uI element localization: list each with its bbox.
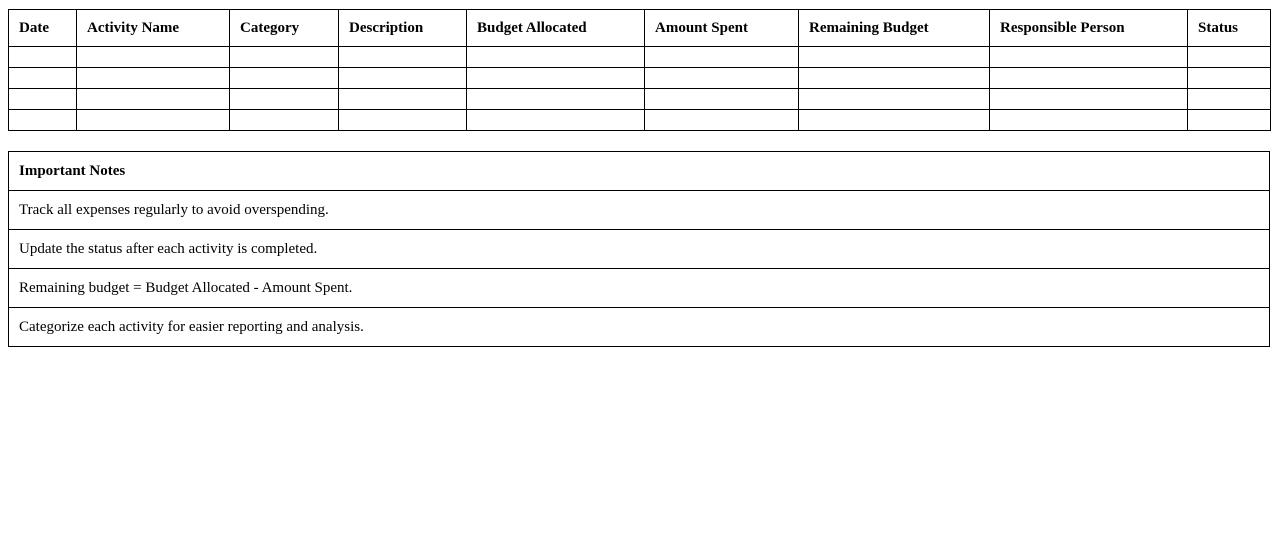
table-cell[interactable] bbox=[799, 47, 990, 68]
column-header-status: Status bbox=[1188, 10, 1271, 47]
table-cell[interactable] bbox=[230, 68, 339, 89]
notes-heading: Important Notes bbox=[9, 152, 1270, 191]
important-notes-table bbox=[8, 151, 1270, 347]
table-cell[interactable] bbox=[1188, 68, 1271, 89]
notes-heading-row bbox=[9, 152, 1270, 191]
column-header-date: Date bbox=[9, 10, 77, 47]
table-cell[interactable] bbox=[467, 68, 645, 89]
table-cell[interactable] bbox=[1188, 110, 1271, 131]
table-cell[interactable] bbox=[799, 68, 990, 89]
table-cell[interactable] bbox=[77, 110, 230, 131]
note-row bbox=[9, 191, 1270, 230]
table-cell[interactable] bbox=[990, 89, 1188, 110]
table-cell[interactable] bbox=[645, 47, 799, 68]
note-row bbox=[9, 308, 1270, 347]
budget-table-body bbox=[9, 47, 1271, 131]
table-cell[interactable] bbox=[1188, 47, 1271, 68]
note-row bbox=[9, 230, 1270, 269]
table-cell[interactable] bbox=[799, 89, 990, 110]
table-cell[interactable] bbox=[645, 89, 799, 110]
table-cell[interactable] bbox=[645, 68, 799, 89]
table-cell[interactable] bbox=[339, 47, 467, 68]
table-cell[interactable] bbox=[467, 89, 645, 110]
column-header-responsible-person: Responsible Person bbox=[990, 10, 1188, 47]
column-header-category: Category bbox=[230, 10, 339, 47]
table-cell[interactable] bbox=[1188, 89, 1271, 110]
table-cell[interactable] bbox=[230, 89, 339, 110]
note-item: Update the status after each activity is completed. bbox=[9, 230, 1270, 269]
table-cell[interactable] bbox=[77, 47, 230, 68]
table-cell[interactable] bbox=[990, 47, 1188, 68]
table-cell[interactable] bbox=[799, 110, 990, 131]
table-row bbox=[9, 47, 1271, 68]
budget-table bbox=[8, 9, 1271, 131]
note-row bbox=[9, 269, 1270, 308]
table-cell[interactable] bbox=[467, 47, 645, 68]
note-item: Categorize each activity for easier reporting and analysis. bbox=[9, 308, 1270, 347]
table-cell[interactable] bbox=[339, 110, 467, 131]
table-cell[interactable] bbox=[339, 89, 467, 110]
table-cell[interactable] bbox=[467, 110, 645, 131]
table-cell[interactable] bbox=[9, 47, 77, 68]
table-row bbox=[9, 110, 1271, 131]
table-cell[interactable] bbox=[9, 110, 77, 131]
table-cell[interactable] bbox=[9, 68, 77, 89]
table-cell[interactable] bbox=[9, 89, 77, 110]
table-cell[interactable] bbox=[230, 47, 339, 68]
column-header-activity-name: Activity Name bbox=[77, 10, 230, 47]
column-header-amount-spent: Amount Spent bbox=[645, 10, 799, 47]
column-header-description: Description bbox=[339, 10, 467, 47]
table-cell[interactable] bbox=[645, 110, 799, 131]
note-item: Track all expenses regularly to avoid overspending. bbox=[9, 191, 1270, 230]
table-header-row bbox=[9, 10, 1271, 47]
table-cell[interactable] bbox=[77, 89, 230, 110]
column-header-remaining-budget: Remaining Budget bbox=[799, 10, 990, 47]
column-header-budget-allocated: Budget Allocated bbox=[467, 10, 645, 47]
table-cell[interactable] bbox=[990, 68, 1188, 89]
table-cell[interactable] bbox=[230, 110, 339, 131]
table-cell[interactable] bbox=[77, 68, 230, 89]
note-item: Remaining budget = Budget Allocated - Amount Spent. bbox=[9, 269, 1270, 308]
table-cell[interactable] bbox=[990, 110, 1188, 131]
table-cell[interactable] bbox=[339, 68, 467, 89]
table-row bbox=[9, 68, 1271, 89]
table-row bbox=[9, 89, 1271, 110]
